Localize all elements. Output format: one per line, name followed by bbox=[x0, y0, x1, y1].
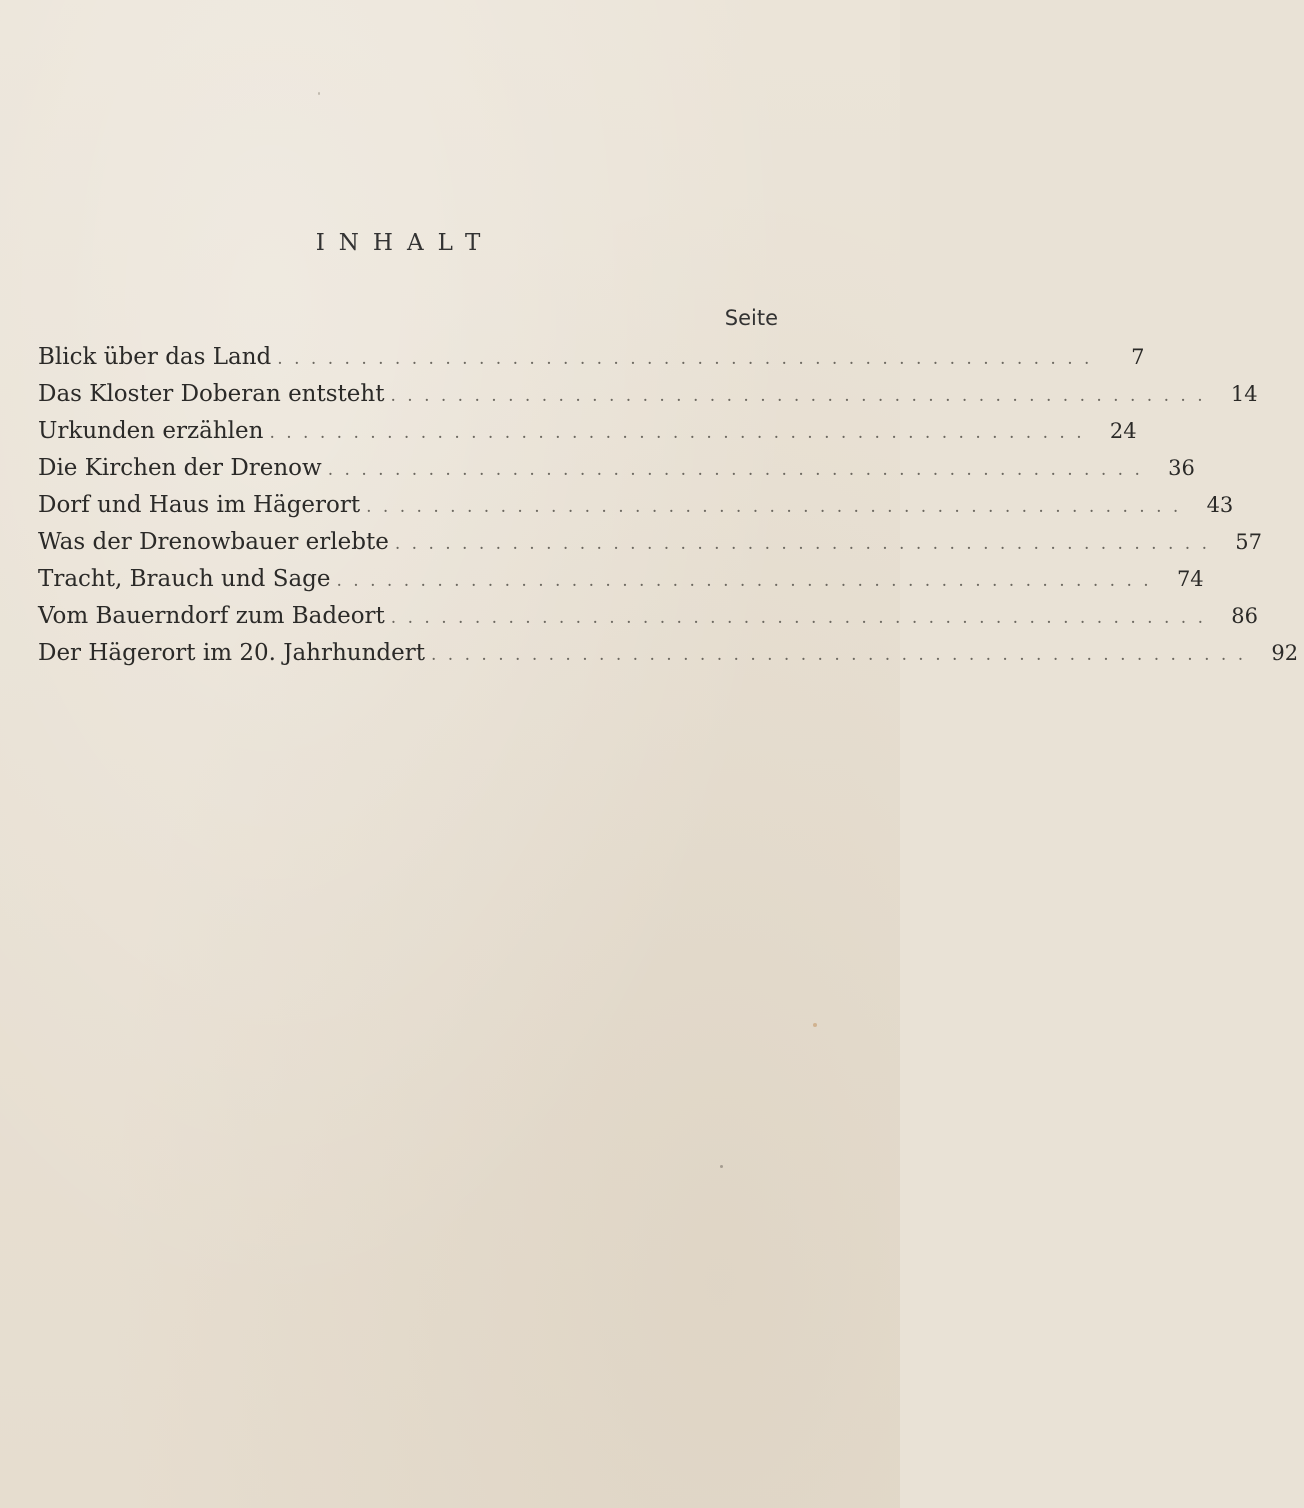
toc-dot-leader: . . . . . . . . . . . . . . . . . . . . . . . . . . . . . . . . . . . . . . . . . . . . . . . . . bbox=[390, 386, 1206, 406]
toc-entry-title: Urkunden erzählen bbox=[38, 418, 264, 444]
toc-dot-leader: . . . . . . . . . . . . . . . . . . . . . . . . . . . . . . . . . . . . . . . . . . . . . . . . . bbox=[390, 608, 1206, 628]
toc-dot-leader: . . . . . . . . . . . . . . . . . . . . . . . . . . . . . . . . . . . . . . . . . . . . . . . . . bbox=[336, 571, 1152, 591]
toc-entry bbox=[38, 487, 1234, 524]
toc-entry-title: Blick über das Land bbox=[38, 344, 272, 370]
toc-entry bbox=[38, 561, 1204, 598]
toc-entry bbox=[38, 524, 1262, 561]
toc-dot-leader: . . . . . . . . . . . . . . . . . . . . . . . . . . . . . . . . . . . . . . . . . . . . . . . . . bbox=[277, 349, 1093, 369]
toc-entry-page: 36 bbox=[1168, 456, 1195, 480]
paper-speck bbox=[720, 1165, 723, 1168]
table-of-contents bbox=[38, 339, 1299, 672]
contents-heading: INHALT bbox=[315, 230, 495, 256]
toc-dot-leader: . . . . . . . . . . . . . . . . . . . . . . . . . . . . . . . . . . . . . . . . . . . . . . . . . bbox=[394, 534, 1210, 554]
toc-dot-leader: . . . . . . . . . . . . . . . . . . . . . . . . . . . . . . . . . . . . . . . . . . . . . . . . . bbox=[366, 497, 1182, 517]
toc-entry bbox=[38, 635, 1299, 672]
toc-entry-title: Das Kloster Doberan entsteht bbox=[38, 381, 385, 407]
toc-entry-page: 7 bbox=[1131, 345, 1145, 369]
toc-entry-page: 86 bbox=[1231, 604, 1258, 628]
toc-entry-page: 24 bbox=[1109, 419, 1137, 443]
paper-speck bbox=[318, 92, 320, 95]
toc-entry-title: Vom Bauerndorf zum Badeort bbox=[38, 603, 385, 629]
toc-entry bbox=[38, 450, 1195, 487]
toc-entry bbox=[38, 376, 1258, 413]
toc-entry bbox=[38, 413, 1137, 450]
toc-entry-title: Die Kirchen der Drenow bbox=[38, 455, 322, 481]
toc-entry-title: Was der Drenowbauer erlebte bbox=[38, 529, 389, 555]
page-column-label: Seite bbox=[724, 306, 778, 330]
toc-entry-title: Dorf und Haus im Hägerort bbox=[38, 492, 361, 518]
toc-entry-page: 57 bbox=[1235, 530, 1262, 554]
toc-dot-leader: . . . . . . . . . . . . . . . . . . . . . . . . . . . . . . . . . . . . . . . . . . . . . . . . . bbox=[430, 645, 1247, 665]
paper-speck bbox=[813, 1023, 817, 1027]
toc-entry-page: 92 bbox=[1271, 641, 1299, 665]
toc-dot-leader: . . . . . . . . . . . . . . . . . . . . . . . . . . . . . . . . . . . . . . . . . . . . . . . . . bbox=[327, 460, 1143, 480]
toc-entry-title: Tracht, Brauch und Sage bbox=[38, 566, 331, 592]
toc-entry-page: 14 bbox=[1230, 382, 1258, 406]
toc-dot-leader: . . . . . . . . . . . . . . . . . . . . . . . . . . . . . . . . . . . . . . . . . . . . . . . . . bbox=[269, 423, 1085, 443]
toc-entry bbox=[38, 598, 1258, 635]
toc-entry-title: Der Hägerort im 20. Jahrhundert bbox=[38, 640, 425, 666]
toc-entry bbox=[38, 339, 1145, 376]
toc-entry-page: 74 bbox=[1176, 567, 1204, 591]
toc-entry-page: 43 bbox=[1206, 493, 1234, 517]
